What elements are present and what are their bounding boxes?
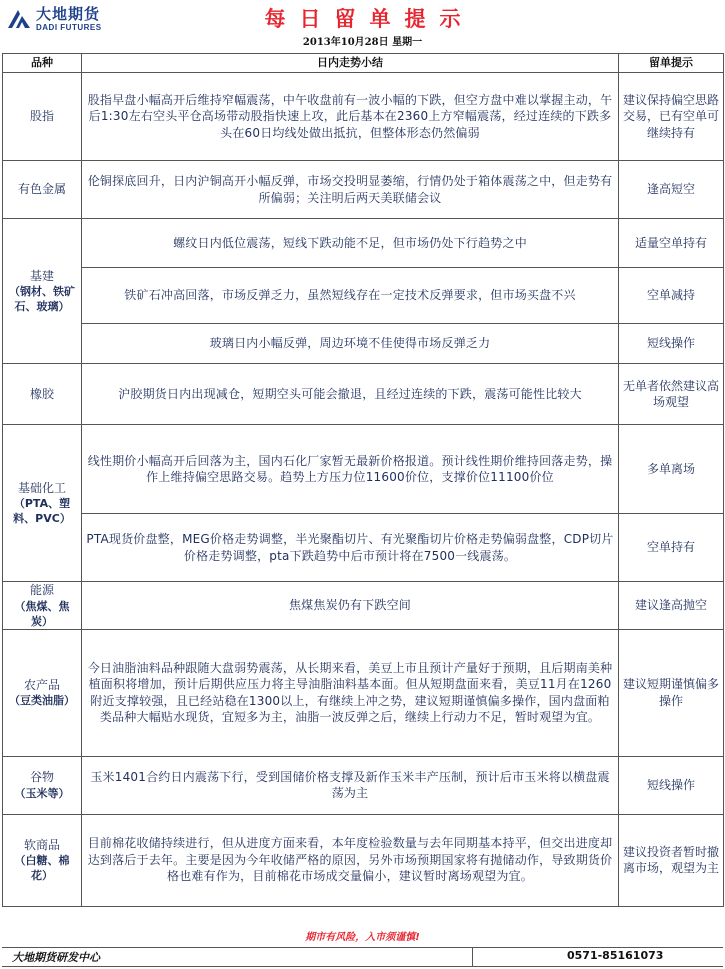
report-date: 2013年10月28日 星期一 (302, 37, 423, 48)
category-cell (3, 814, 82, 906)
summary-cell: 股指早盘小幅高开后维持窄幅震荡，中午收盘前有一波小幅的下跌，但空方盘中难以掌握主动，午后1:30左右空头平仓高场带动股指快速上攻，此后基本在2360上方窄幅震荡，经过连续的下跌多头在60日均线处做出抵抗，但整体形态仍然偏弱 (82, 73, 619, 161)
category-cell (3, 73, 82, 161)
table-row (3, 364, 724, 425)
footer-organization: 大地期货研发中心 (12, 951, 100, 964)
logo-chinese-text: 大地期货 (36, 4, 101, 23)
category-name: 基建 (29, 268, 54, 283)
table-row (3, 514, 724, 582)
table-row (3, 814, 724, 906)
table-row (3, 219, 724, 268)
tip-cell: 空单减持 (619, 268, 724, 324)
table-row (3, 425, 724, 514)
category-cell (3, 756, 82, 814)
summary-cell: 玉米1401合约日内震荡下行，受到国储价格支撑及新作玉米丰产压制，预计后市玉米将以横盘震荡为主 (82, 756, 619, 814)
tip-cell: 建议投资者暂时撤离市场，观望为主 (619, 814, 724, 906)
category-subtitle: （豆类油脂） (9, 694, 75, 708)
category-cell (3, 629, 82, 756)
table-header-row (3, 54, 724, 73)
tip-cell: 适量空单持有 (619, 219, 724, 268)
logo-english-text: DADI FUTURES (36, 22, 102, 32)
category-name: 谷物 (29, 770, 54, 785)
table-row (3, 73, 724, 161)
category-name: 农产品 (23, 677, 60, 692)
header-position-tip: 留单提示 (619, 54, 724, 73)
category-name: 软商品 (23, 837, 60, 852)
table-row (3, 268, 724, 324)
table-row (3, 324, 724, 364)
footer-phone: 0571-85161073 (567, 949, 664, 962)
summary-cell: 螺纹日内低位震荡，短线下跌动能不足，但市场仍处下行趋势之中 (82, 219, 619, 268)
summary-cell: 沪胶期货日内出现减仓，短期空头可能会撤退，且经过连续的下跌，震荡可能性比较大 (82, 364, 619, 425)
table-row (3, 756, 724, 814)
header-intraday-summary: 日内走势小结 (82, 54, 619, 73)
daily-position-table (2, 53, 724, 907)
category-cell (3, 582, 82, 630)
category-subtitle: （焦煤、焦炭） (14, 599, 70, 628)
summary-cell: 目前棉花收储持续进行，但从进度方面来看，本年度检验数量与去年同期基本持平，但交出进度却达到落后于去年。主要是因为今年收储严格的原因，另外市场预期国家将有抛储动作，导致期货价格也难有作为，目前棉花市场成交量偏小，建议暂时离场观望为宜。 (82, 814, 619, 906)
tip-cell: 无单者依然建议高场观望 (619, 364, 724, 425)
category-subtitle: （玉米等） (14, 786, 70, 800)
category-name: 股指 (29, 109, 54, 124)
page-title: 每日留单提示 (264, 7, 475, 31)
summary-cell: PTA现货价盘整，MEG价格走势调整，半光聚酯切片、有光聚酯切片价格走势偏弱盘整，CDP切片价格走势调整，pta下跌趋势中后市预计将在7500一线震荡。 (82, 514, 619, 582)
risk-warning: 期市有风险，入市须谨慎! (305, 932, 420, 943)
table-row (3, 629, 724, 756)
tip-cell: 多单离场 (619, 425, 724, 514)
category-cell (3, 425, 82, 582)
summary-cell: 焦煤焦炭仍有下跌空间 (82, 582, 619, 630)
summary-cell: 铁矿石冲高回落，市场反弹乏力，虽然短线存在一定技术反弹要求，但市场买盘不兴 (82, 268, 619, 324)
summary-cell: 今日油脂油料品种跟随大盘弱势震荡，从长期来看，美豆上市且预计产量好于预期，且后期南美种植面积将增加，预计后期供应压力将主导油脂油料基本面。但从短期盘面来看，美豆11月在1260附近支撑较强，且已经站稳在1300以上，有继续上冲之势，建议短期谨慎偏多操作，国内盘面粕类品种大幅贴水现货，宜短多为主，油脂一波反弹之后，继续上行动力不足，暂时观望为宜。 (82, 629, 619, 756)
category-subtitle: （白糖、棉花） (14, 854, 70, 883)
table-row (3, 582, 724, 630)
header-variety: 品种 (3, 54, 82, 73)
table-row (3, 161, 724, 219)
tip-cell: 空单持有 (619, 514, 724, 582)
category-subtitle: （PTA、塑料、PVC） (13, 497, 71, 526)
footer-divider (472, 948, 473, 966)
category-cell (3, 161, 82, 219)
category-name: 能源 (29, 583, 54, 597)
page-header (0, 0, 725, 36)
tip-cell: 建议逢高抛空 (619, 582, 724, 630)
category-cell (3, 219, 82, 364)
summary-cell: 玻璃日内小幅反弹，周边环境不佳使得市场反弹乏力 (82, 324, 619, 364)
summary-cell: 伦铜探底回升，日内沪铜高开小幅反弹，市场交投明显萎缩，行情仍处于箱体震荡之中，但走势有所偏弱；关注明后两天美联储会议 (82, 161, 619, 219)
tip-cell: 短线操作 (619, 324, 724, 364)
category-name: 有色金属 (17, 182, 66, 197)
summary-cell: 线性期价小幅高开后回落为主，国内石化厂家暂无最新价格报道。预计线性期价维持回落走势，操作上维持偏空思路交易。趋势上方压力位11600价位，支撑价位11100价位 (82, 425, 619, 514)
tip-cell: 逢高短空 (619, 161, 724, 219)
footer-bar (2, 947, 723, 967)
category-name: 橡胶 (29, 386, 54, 401)
category-subtitle: （钢材、铁矿石、玻璃） (9, 285, 75, 314)
category-cell (3, 364, 82, 425)
tip-cell: 短线操作 (619, 756, 724, 814)
tip-cell: 建议保持偏空思路交易，已有空单可继续持有 (619, 73, 724, 161)
tip-cell: 建议短期谨慎偏多操作 (619, 629, 724, 756)
category-name: 基础化工 (17, 480, 66, 495)
